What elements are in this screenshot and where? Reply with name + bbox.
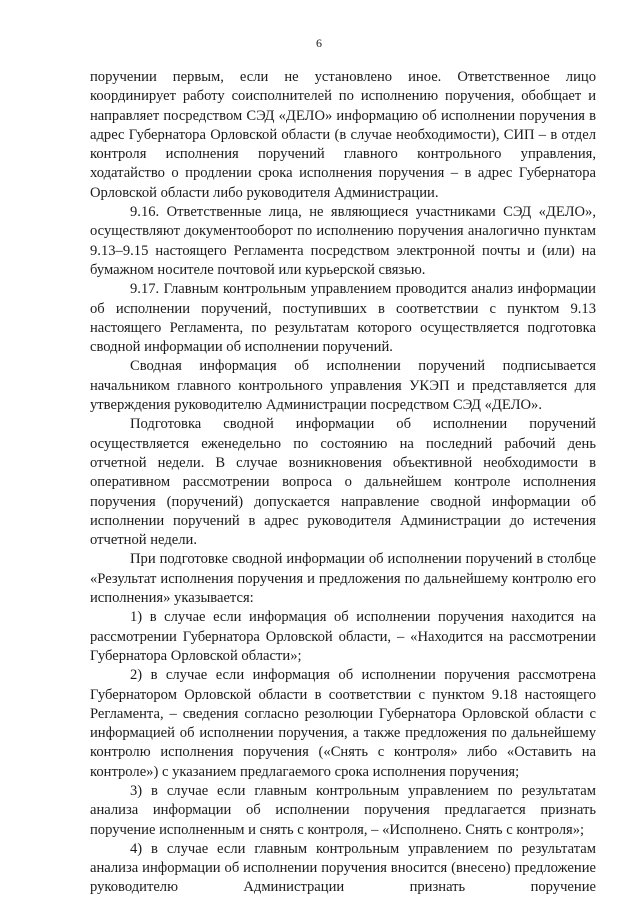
paragraph-9-16: 9.16. Ответственные лица, не являющиеся участниками СЭД «ДЕЛО», осуществляют документооборот по исполнению поручения аналогично пунктам 9.13–9.15 настоящего Регламента посредством электронной почты и (или) на бумажном носителе почтовой или курьерской связью. bbox=[90, 204, 596, 278]
page-number: 6 bbox=[316, 36, 322, 50]
paragraph-summary-preparation: Подготовка сводной информации об исполнении поручений осуществляется еженедельно по состоянию на последний рабочий день отчетной недели. В случае возникновения объективной необходимости в оперативном рассмотрении вопроса о дальнейшем контроле исполнения поручения (поручений) допускается направление сводной информации об исполнении поручений в адрес руководителя Администрации до истечения отчетной недели. bbox=[90, 416, 596, 549]
document-body bbox=[90, 68, 596, 898]
paragraph-continuation: поручении первым, если не установлено иное. Ответственное лицо координирует работу соисполнителей по исполнению поручения, обобщает и направляет посредством СЭД «ДЕЛО» информацию об исполнении поручения в адрес Губернатора Орловской области (в случае необходимости), СИП – в отдел контроля исполнения поручений главного контрольного управления, ходатайство о продлении срока исполнения поручения – в адрес Губернатора Орловской области либо руководителя Администрации. bbox=[90, 69, 596, 201]
list-item-4: 4) в случае если главным контрольным управлением по результатам анализа информации об исполнении поручения вносится (внесено) предложение руководителю Администрации признать поручение bbox=[90, 840, 596, 896]
paragraph-result-column: При подготовке сводной информации об исполнении поручений в столбце «Результат исполнения поручения и предложения по дальнейшему контролю его исполнения» указывается: bbox=[90, 551, 596, 607]
list-item-3: 3) в случае если главным контрольным управлением по результатам анализа информации об исполнении поручения предлагается признать поручение исполненным и снять с контроля, – «Исполнено. Снять с контроля»; bbox=[90, 782, 596, 838]
list-item-2: 2) в случае если информация об исполнении поручения рассмотрена Губернатором Орловской области в соответствии с пунктом 9.18 настоящего Регламента, – сведения согласно резолюции Губернатора Орловской области с информацией об исполнении поручения, а также предложения по дальнейшему контролю исполнения поручения («Снять с контроля» либо «Оставить на контроле») с указанием предлагаемого срока исполнения поручения; bbox=[90, 667, 596, 780]
paragraph-9-17: 9.17. Главным контрольным управлением проводится анализ информации об исполнении поручений, поступивших в соответствии с пунктом 9.13 настоящего Регламента, по результатам которого осуществляется подготовка сводной информации об исполнении поручений. bbox=[90, 281, 596, 356]
list-item-1: 1) в случае если информация об исполнении поручения находится на рассмотрении Губернатора Орловской области, – «Находится на рассмотрении Губернатора Орловской области»; bbox=[90, 609, 596, 664]
paragraph-summary-signing: Сводная информация об исполнении поручений подписывается начальником главного контрольного управления УКЭП и представляется для утверждения руководителю Администрации посредством СЭД «ДЕЛО». bbox=[90, 358, 596, 414]
